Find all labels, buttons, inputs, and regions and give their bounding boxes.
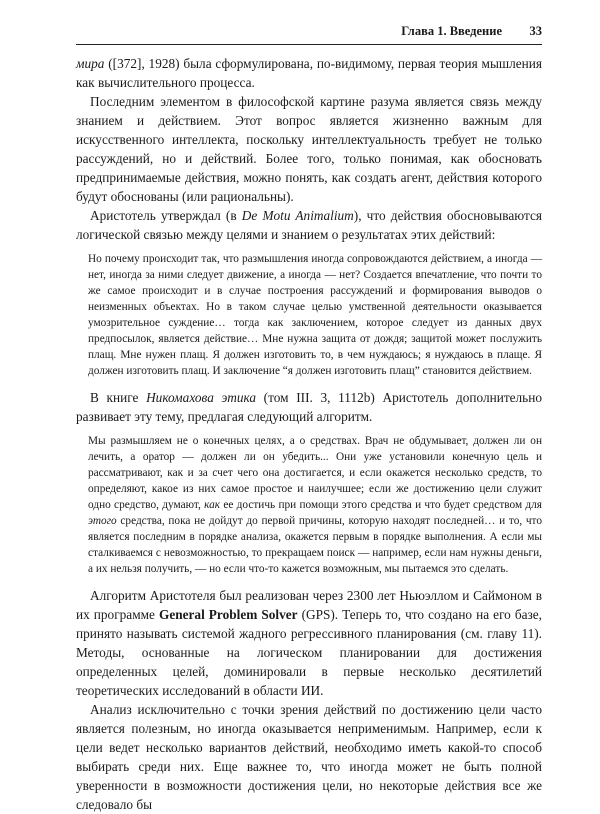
program-name: General Problem Solver bbox=[158, 607, 298, 622]
block-quote-1: Но почему происходит так, что размышления иногда сопровождаются действием, а иногда — нет, иногда за ними следует движение, а иногда — нет? Создается впечатление, что почти то же самое происходит и в случае построения рассуждений и формирования выводов о неизменных объектах. Но в таком случае целью умственной деятельности оказывается умозрительное суждение… тогда как заключением, которое следует из данных двух предпосылок, является действие… Мне нужна защита от дождя; защитой может послужить плащ. Мне нужен плащ. Я должен изготовить то, в чем нуждаюсь; я нуждаюсь в плаще. Я должен изготовить плащ. И заключение “я должен изготовить плащ” становится действием. bbox=[88, 253, 542, 377]
running-header bbox=[76, 24, 542, 42]
paragraph-1: мира ([372], 1928) была сформулирована, по-видимому, первая теория мышления как вычислительного процесса. bbox=[76, 56, 542, 90]
paragraph-2: Последним элементом в философской картине разума является связь между знанием и действием. Этот вопрос является жизненно важным для искусственного интеллекта, поскольку интеллектуальность требует не только рассуждений, но и действий. Более того, только понимая, как обосновать предпринимаемые действия, можно понять, как создать агент, действия которого будут обоснованы (или рациональны). bbox=[76, 94, 542, 204]
header-rule bbox=[76, 44, 542, 45]
page-body bbox=[76, 54, 542, 814]
chapter-title: Глава 1. Введение bbox=[401, 24, 502, 38]
block-quote-2: Мы размышляем не о конечных целях, а о средствах. Врач не обдумывает, должен ли он лечить, а оратор — должен ли он убедить... Они уже установили конечную цель и рассматривают, как и за счет чего она достигается, и если окажется несколько средств, то определяют, какое из них самое простое и наилучшее; если же достижению цели служит одно средство, думают, как ее достичь при помощи этого средства и что будет средством для этого средства, пока не дойдут до первой причины, которую находят последней… и то, что является последним в порядке анализа, окажется первым в порядке выполнения. А если мы сталкиваемся с невозможностью, то прекращаем поиск — например, если нам нужны деньги, а их нельзя получить, — но если что-то кажется возможным, мы пытаемся это сделать. bbox=[88, 435, 542, 575]
paragraph-3: Аристотель утверждал (в De Motu Animalium), что действия обосновываются логической связью между целями и знанием о результатах этих действий: bbox=[76, 208, 542, 242]
paragraph-6: Анализ исключительно с точки зрения действий по достижению цели часто является полезным, но иногда оказывается неприменимым. Например, если к цели ведет несколько вариантов действий, необходимо иметь какой-то способ выбирать среди них. Еще важнее то, что иногда может не быть полной уверенности в возможности достижения цели, но некоторые действия все же следовало бы bbox=[76, 702, 542, 812]
paragraph-5: Алгоритм Аристотеля был реализован через 2300 лет Ньюэллом и Саймоном в их программе General Problem Solver (GPS). Теперь то, что создано на его базе, принято называть системой жадного регрессивного планирования (см. главу 11). Методы, основанные на логическом планировании для достижения определенных целей, доминировали в первые несколько десятилетий теоретических исследований в области ИИ. bbox=[76, 588, 543, 698]
italic-title: De Motu Animalium bbox=[241, 208, 354, 223]
page-number: 33 bbox=[529, 24, 542, 38]
italic-book-title: Никомахова этика bbox=[146, 390, 257, 405]
paragraph-4: В книге Никомахова этика (том III. 3, 1112b) Аристотель дополнительно развивает эту тему, предлагая следующий алгоритм. bbox=[76, 390, 542, 424]
italic-term: мира bbox=[76, 56, 105, 71]
